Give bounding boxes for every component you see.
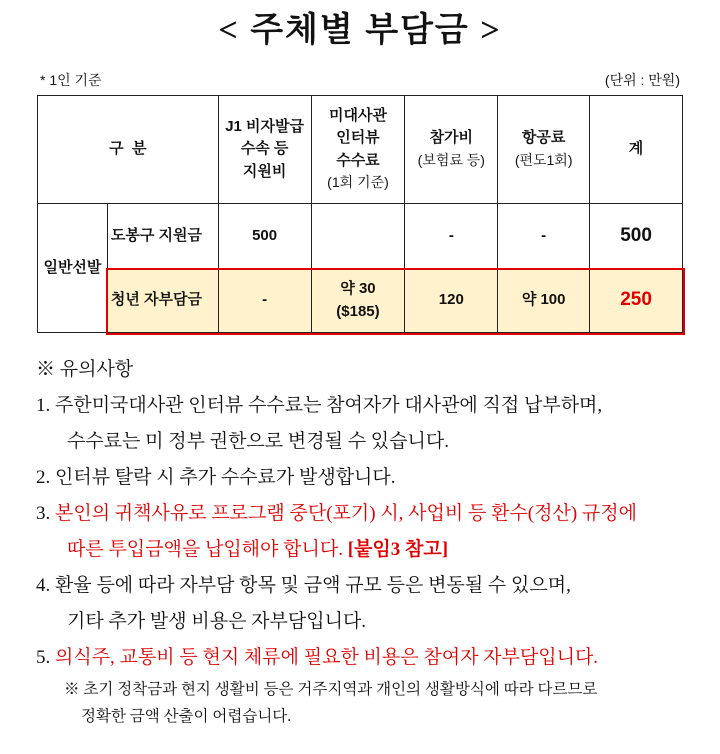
row-label: 도봉구 지원금: [107, 204, 218, 269]
note-item: 1. 주한미국대사관 인터뷰 수수료는 참여자가 대사관에 직접 납부하며,: [36, 395, 603, 416]
note-item: 3. 본인의 귀책사유로 프로그램 중단(포기) 시, 사업비 등 환수(정산) 규정에: [36, 503, 637, 524]
cell: 약 30 ($185): [311, 269, 405, 333]
notes-heading: ※ 유의사항: [36, 359, 134, 380]
cell: 120: [405, 269, 498, 333]
cell: -: [405, 204, 498, 269]
footnote-cont: 정확한 금액 산출이 어렵습니다.: [81, 708, 292, 725]
footnote: ※ 초기 정착금과 현지 생활비 등은 거주지역과 개인의 생활방식에 따라 다르므로: [64, 681, 598, 698]
table-row: [38, 204, 683, 269]
cell: -: [498, 204, 590, 269]
row-label: 청년 자부담금: [107, 269, 218, 333]
attachment-ref: [붙임3 참고]: [347, 539, 449, 560]
basis-note: * 1인 기준: [40, 72, 102, 88]
note-item-cont: 기타 추가 발생 비용은 자부담입니다.: [67, 611, 367, 632]
note-item: 2. 인터뷰 탈락 시 추가 수수료가 발생합니다.: [36, 467, 396, 488]
header-total: 계: [590, 96, 683, 204]
unit-note: (단위 : 만원): [604, 72, 680, 88]
header-airfare: 항공료 (편도1회): [498, 96, 590, 204]
cell: [311, 204, 405, 269]
header-interview-fee: 미대사관 인터뷰 수수료 (1회 기준): [311, 96, 405, 204]
header-row: [38, 96, 683, 204]
total-cell: 500: [590, 204, 683, 269]
cost-table: [37, 95, 683, 333]
page-title: < 주체별 부담금 >: [218, 12, 502, 49]
note-item-cont: 수수료는 미 정부 권한으로 변경될 수 있습니다.: [67, 431, 449, 452]
total-cell: 250: [590, 269, 683, 333]
cell: 약 100: [498, 269, 590, 333]
header-participation: 참가비 (보험료 등): [405, 96, 498, 204]
header-visa: J1 비자발급 수속 등 지원비: [218, 96, 311, 204]
note-item: 4. 환율 등에 따라 자부담 항목 및 금액 규모 등은 변동될 수 있으며,: [36, 575, 571, 596]
group-label: 일반선발: [38, 204, 108, 333]
header-category: 구 분: [38, 96, 219, 204]
note-item-cont: 따른 투입금액을 납입해야 합니다. [붙임3 참고]: [67, 539, 449, 560]
cell: 500: [218, 204, 311, 269]
cell: -: [218, 269, 311, 333]
notes: [36, 352, 706, 730]
table-row: [38, 269, 683, 333]
note-item: 5. 의식주, 교통비 등 현지 체류에 필요한 비용은 참여자 자부담입니다.: [36, 647, 599, 668]
